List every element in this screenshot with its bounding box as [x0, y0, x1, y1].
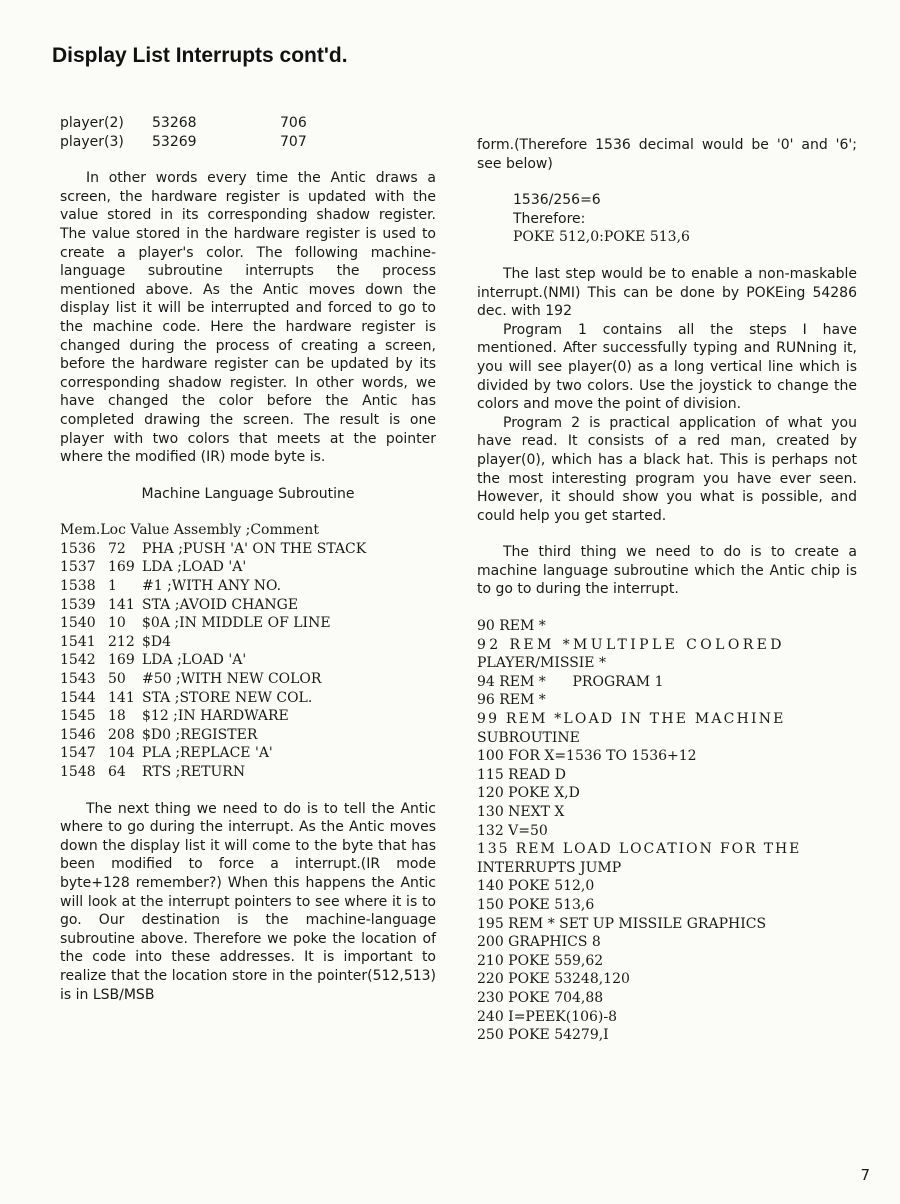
ml-value: 104: [108, 745, 135, 762]
calc-line: Therefore:: [513, 210, 586, 227]
page-title: Display List Interrupts cont'd.: [52, 44, 348, 67]
ml-row: [60, 744, 436, 763]
ml-assembly: #50 ;WITH NEW COLOR: [142, 671, 322, 688]
ml-assembly: $0A ;IN MIDDLE OF LINE: [142, 615, 331, 632]
ml-loc: 1545: [60, 708, 96, 725]
ml-row: [60, 577, 436, 596]
player-table-row: [60, 114, 436, 133]
ml-assembly: LDA ;LOAD 'A': [142, 652, 247, 669]
code-line: 250 POKE 54279,I: [477, 1027, 609, 1044]
code-line: 96 REM *: [477, 692, 546, 709]
code-line: PLAYER/MISSIE *: [477, 655, 606, 672]
ml-value: 141: [108, 596, 135, 613]
ml-loc: 1546: [60, 726, 96, 743]
paragraph-antic-draws: In other words every time the Antic draws a screen, the hardware register is updated with the value stored in its corresponding shadow register. The value stored in the hardware register is used to create a player's color. The following machine-language subroutine interrupts the process mentioned above. As the Antic moves down the display list it will be interrupted and forced to go to the machine code. Here the hardware register is changed during the process of creating a screen, before the hardware register can be updated by its corresponding shadow register. In other words, we have changed the color before the Antic has completed drawing the screen. The result is one player with two colors that meets at the pointer where the modified (IR) mode byte is.: [60, 170, 436, 466]
basic-listing: [477, 617, 857, 1045]
code-line: 140 POKE 512,0: [477, 878, 595, 895]
ml-row: [60, 558, 436, 577]
ml-loc: 1542: [60, 652, 96, 669]
calc-block: [477, 191, 857, 247]
code-line: 200 GRAPHICS 8: [477, 934, 601, 951]
calc-line: 1536/256=6: [513, 192, 601, 209]
player-address: 53268: [152, 115, 197, 131]
ml-loc: 1536: [60, 540, 96, 557]
code-line: 210 POKE 559,62: [477, 952, 604, 969]
paragraph-interrupt-pointer: The next thing we need to do is to tell the Antic where to go during the interrupt. As the Antic moves down the display list it will come to the byte that has been modified to force a interrupt.(IR mode byte+128 remember?) When this happens the Antic will look at the interrupt pointers to see where it is to go. Our destination is the machine-language subroutine above. Therefore we poke the location of the code into these addresses. It is important to realize that the location store in the pointer(512,513) is in LSB/MSB: [60, 800, 436, 1003]
ml-loc: 1537: [60, 559, 96, 576]
ml-row: [60, 726, 436, 745]
code-line: 90 REM *: [477, 618, 546, 635]
code-line: 120 POKE X,D: [477, 785, 580, 802]
ml-assembly: PHA ;PUSH 'A' ON THE STACK: [142, 540, 367, 557]
ml-loc: 1538: [60, 578, 96, 595]
ml-header: Mem.Loc Value Assembly ;Comment: [60, 522, 319, 539]
ml-assembly: STA ;STORE NEW COL.: [142, 689, 313, 706]
code-line: 99 REM *LOAD IN THE MACHINE: [477, 711, 786, 728]
ml-loc: 1540: [60, 615, 96, 632]
ml-row: [60, 707, 436, 726]
ml-value: 141: [108, 689, 135, 706]
code-line: 150 POKE 513,6: [477, 896, 595, 913]
ml-loc: 1544: [60, 689, 96, 706]
code-line: 132 V=50: [477, 822, 548, 839]
code-line: 92 REM *MULTIPLE COLORED: [477, 636, 785, 653]
page-number: 7: [860, 1166, 870, 1184]
ml-assembly: PLA ;REPLACE 'A': [142, 745, 273, 762]
ml-value: 72: [108, 540, 126, 557]
ml-assembly: $12 ;IN HARDWARE: [142, 708, 289, 725]
player-name: player(2): [60, 115, 124, 131]
code-line: 230 POKE 704,88: [477, 989, 604, 1006]
code-line: 94 REM * PROGRAM 1: [477, 673, 664, 690]
ml-row: [60, 614, 436, 633]
player-name: player(3): [60, 133, 124, 150]
paragraph-program-1: Program 1 contains all the steps I have mentioned. After successfully typing and RUNning it, you will see player(0) as a long vertical line which is divided by two colors. Use the joystick to change the colors and move the point of division.: [477, 321, 857, 413]
code-line: SUBROUTINE: [477, 729, 580, 746]
ml-value: 18: [108, 708, 126, 725]
ml-loc: 1547: [60, 745, 96, 762]
code-line: 195 REM * SET UP MISSILE GRAPHICS: [477, 915, 767, 932]
ml-row: [60, 651, 436, 670]
ml-loc: 1539: [60, 596, 96, 613]
ml-loc: 1548: [60, 764, 96, 780]
ml-assembly: RTS ;RETURN: [142, 764, 246, 780]
ml-assembly: LDA ;LOAD 'A': [142, 559, 247, 576]
ml-row: [60, 670, 436, 689]
ml-value: 208: [108, 726, 135, 743]
player-shadow: 707: [280, 133, 307, 150]
code-line: 130 NEXT X: [477, 804, 565, 820]
ml-assembly: $D4: [142, 633, 172, 650]
code-line: 240 I=PEEK(106)-8: [477, 1008, 618, 1025]
ml-listing: [60, 540, 436, 782]
code-line: INTERRUPTS JUMP: [477, 859, 622, 876]
player-table-row: [60, 133, 436, 152]
calc-line: POKE 512,0:POKE 513,6: [513, 229, 690, 246]
ml-value: 64: [108, 764, 126, 780]
left-column: [60, 114, 436, 1004]
ml-value: 10: [108, 615, 126, 632]
ml-loc: 1541: [60, 633, 96, 650]
code-line: 115 READ D: [477, 766, 566, 783]
ml-row: [60, 633, 436, 652]
ml-value: 212: [108, 633, 135, 650]
code-line: 135 REM LOAD LOCATION FOR THE: [477, 841, 802, 858]
ml-value: 50: [108, 671, 126, 688]
ml-value: 169: [108, 652, 135, 669]
paragraph-program-2: Program 2 is practical application of what you have read. It consists of a red man, created by player(0), which has a black hat. This is perhaps not the most interesting program you have ever seen. However, it should show you what is possible, and could help you get started.: [477, 414, 857, 524]
ml-row: [60, 763, 436, 782]
code-line: 100 FOR X=1536 TO 1536+12: [477, 748, 697, 765]
subroutine-heading: Machine Language Subroutine: [141, 485, 355, 502]
ml-assembly: #1 ;WITH ANY NO.: [142, 578, 282, 595]
paragraph-third-thing: The third thing we need to do is to create a machine language subroutine which the Antic chip is to go to during the interrupt.: [477, 544, 857, 598]
ml-row: [60, 689, 436, 708]
ml-row: [60, 596, 436, 615]
player-shadow: 706: [280, 115, 307, 131]
player-table: [60, 114, 436, 151]
paragraph-nmi: The last step would be to enable a non-maskable interrupt.(NMI) This can be done by POKEing 54286 dec. with 192: [477, 265, 857, 320]
code-line: 220 POKE 53248,120: [477, 971, 630, 988]
ml-assembly: STA ;AVOID CHANGE: [142, 596, 299, 613]
ml-value: 1: [108, 578, 117, 595]
ml-assembly: $D0 ;REGISTER: [142, 726, 258, 743]
ml-row: [60, 540, 436, 559]
paragraph-lsb-msb: form.(Therefore 1536 decimal would be '0' and '6'; see below): [477, 137, 857, 172]
ml-value: 169: [108, 559, 135, 576]
ml-loc: 1543: [60, 671, 96, 688]
right-column: [477, 136, 857, 1045]
player-address: 53269: [152, 133, 197, 150]
